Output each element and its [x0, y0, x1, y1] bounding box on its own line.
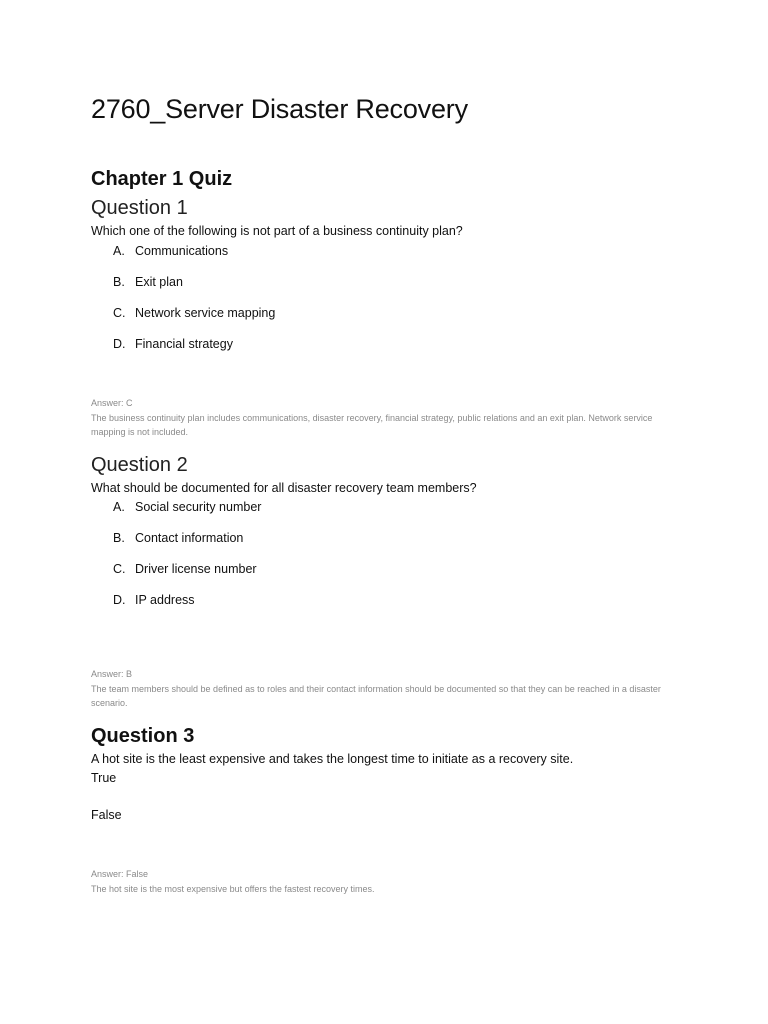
answer-explanation: The business continuity plan includes communications, disaster recovery, financial strategy, public relations and an exit plan. Network service mapping is not included. [91, 413, 653, 437]
question-heading: Question 2 [91, 454, 188, 476]
question-heading: Question 3 [91, 725, 195, 747]
option-letter: D. [113, 337, 126, 351]
option-label: Exit plan [135, 275, 183, 289]
question-text: Which one of the following is not part of a business continuity plan? [91, 224, 463, 238]
question-text: What should be documented for all disaster recovery team members? [91, 481, 477, 495]
question-text: A hot site is the least expensive and takes the longest time to initiate as a recovery site. [91, 752, 574, 766]
answer-explanation: The hot site is the most expensive but offers the fastest recovery times. [91, 884, 375, 894]
question-heading: Question 1 [91, 197, 188, 219]
answer-label: Answer: False [91, 869, 149, 879]
option-label: Social security number [135, 500, 262, 514]
option-false: False [91, 808, 122, 822]
option-a [113, 500, 261, 514]
option-b [113, 275, 183, 289]
option-label: Financial strategy [135, 337, 233, 351]
option-b [113, 531, 243, 545]
option-label: Contact information [135, 531, 244, 545]
option-letter: C. [113, 306, 126, 320]
document-title: 2760_Server Disaster Recovery [91, 94, 468, 124]
option-c [113, 562, 257, 576]
option-letter: A. [113, 500, 125, 514]
option-letter: B. [113, 531, 125, 545]
option-label: Driver license number [135, 562, 257, 576]
option-label: Network service mapping [135, 306, 276, 320]
answer-label: Answer: C [91, 398, 133, 408]
option-letter: A. [113, 244, 125, 258]
chapter-title: Chapter 1 Quiz [91, 168, 233, 190]
option-letter: C. [113, 562, 126, 576]
option-letter: D. [113, 593, 126, 607]
option-letter: B. [113, 275, 125, 289]
option-d [113, 337, 233, 351]
answer-label: Answer: B [91, 669, 133, 679]
option-label: IP address [135, 593, 195, 607]
option-a [113, 244, 228, 258]
option-d [113, 593, 195, 607]
answer-explanation: The team members should be defined as to roles and their contact information should be documented so that they can be reached in a disaster scenario. [91, 684, 661, 708]
option-c [113, 306, 275, 320]
option-true: True [91, 771, 117, 785]
option-label: Communications [135, 244, 229, 258]
